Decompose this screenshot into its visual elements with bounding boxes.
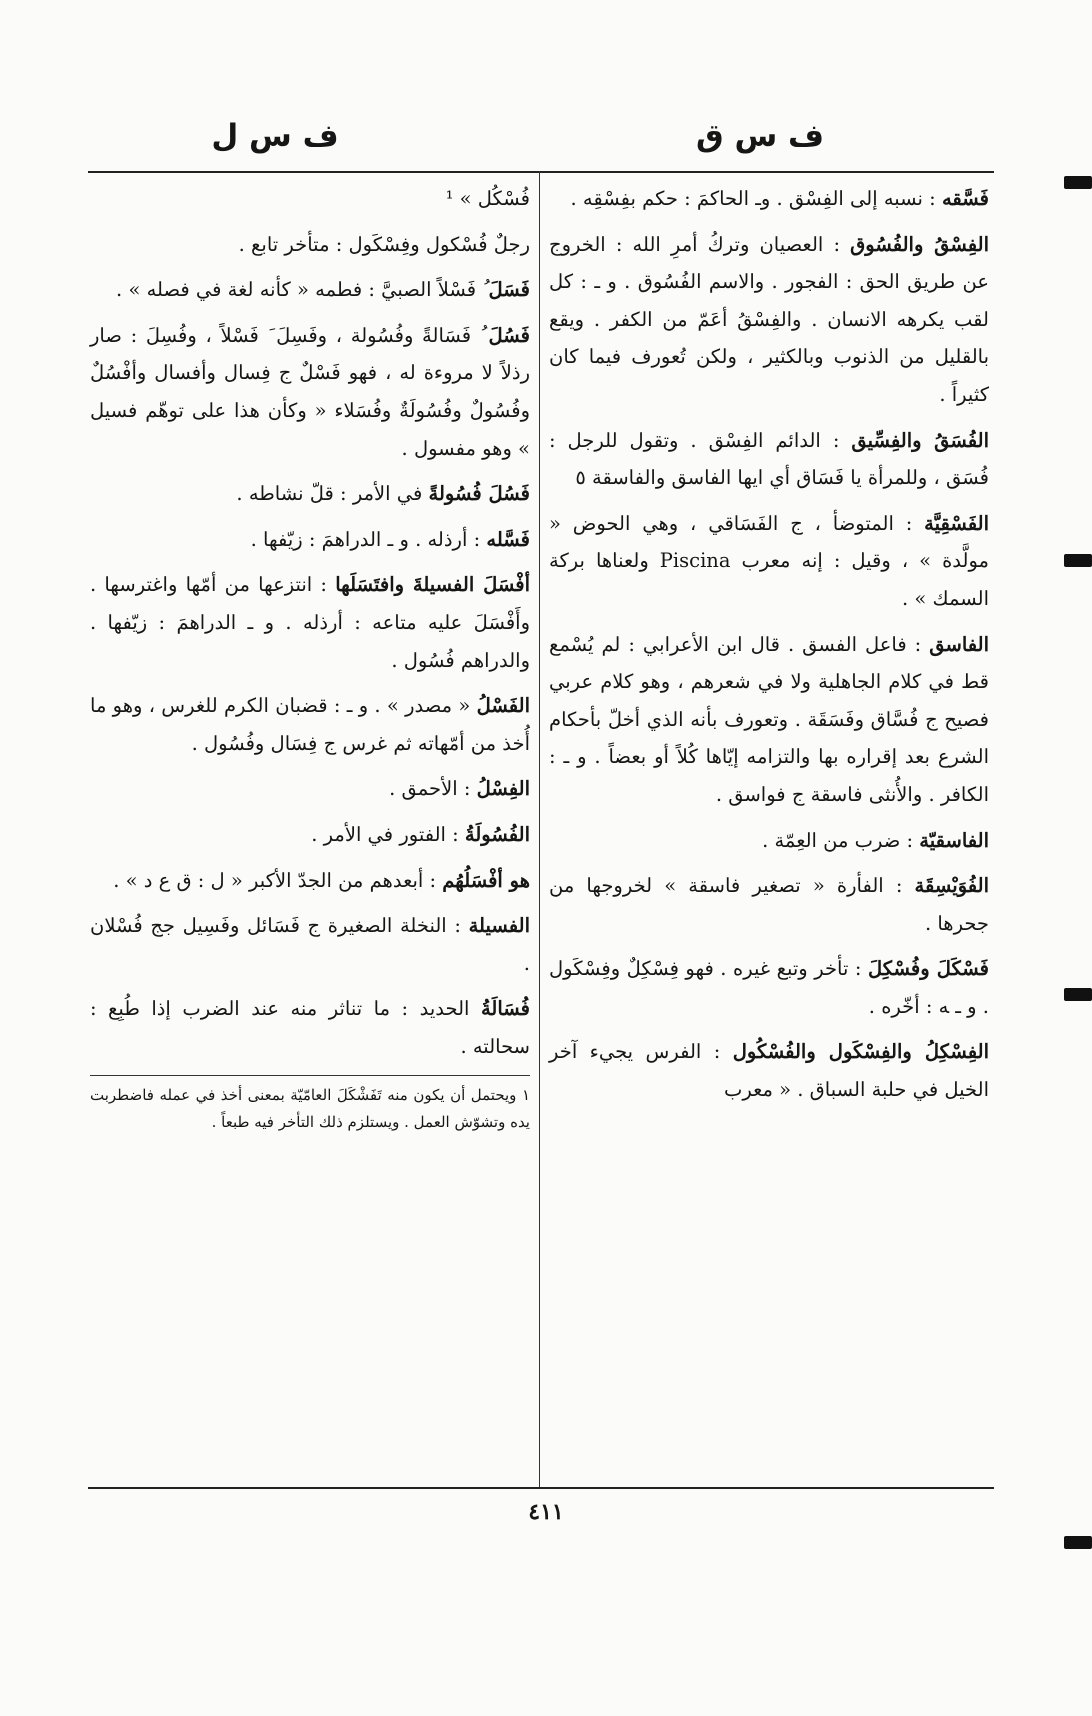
entry (90, 475, 530, 513)
headword: الفَسْقِيَّة (924, 511, 989, 535)
headword: فَسْكَلَ وفُسْكِلَ (867, 957, 989, 981)
headword: فَسَّقه (941, 187, 989, 210)
entry (90, 271, 530, 309)
scan-edge-mark (1064, 554, 1092, 567)
headword: الفِسْلُ (476, 777, 530, 801)
scan-edge-mark (1064, 176, 1092, 189)
entry (90, 317, 530, 467)
definition: : فاعل الفسق . قال ابن الأعرابي : لم يُسْمع قط في كلام الجاهلية ولا في شعرهم ، وهو كلام عربي فصيح ج فُسَّاق وفَسَقَة . وتعورف بأنه الذي أخلّ بأحكام الشرع بعد إقراره بها والتزامه إيّاها كُلاً أو بعضاً . و ‍ـ : الكافر . والأُنثى فاسقة ج فواسق . (549, 632, 989, 806)
definition: : تأخر وتبع غيره . فهو فِسْكِلٌ وفِسْكَول . و ‍ـ ‍ه : أخّره . (549, 957, 989, 1018)
headword: الفسيلة (468, 914, 530, 938)
definition: : أرذله . و ‍ـ الدراهمَ : زيّفها . (250, 527, 487, 551)
definition: : الأحمق . (389, 777, 477, 801)
headword: فَسُلَ (488, 323, 530, 347)
headword: الفِسْقُ والفُسُوق (850, 232, 989, 256)
column-divider (539, 171, 540, 1487)
left-column-root-header: ف س ل (211, 118, 339, 154)
entry (90, 180, 530, 218)
definition: : ضرب من العِمّة . (762, 828, 920, 852)
definition: ‍ُ فَسْلاً الصبيَّ : فطمه « كأنه لغة في فصله » . (116, 278, 489, 302)
headword: فَسَّله (486, 527, 530, 551)
headword: الفاسقيّة (919, 828, 989, 852)
right-column (549, 180, 989, 1117)
definition: : الفرس يجيء آخر الخيل في حلبة السباق . « معرب (549, 1040, 989, 1102)
headword: الفاسق (929, 632, 989, 656)
definition: : النخلة الصغيرة ج فَسَائل وفَسِيل جج فُسْلان . (90, 914, 530, 975)
entry (549, 180, 989, 218)
entry (90, 862, 530, 900)
definition: : نسبه إلى الفِسْق . و‍ـ الحاكمَ : حكم بفِسْقِه . (570, 187, 942, 210)
headword: الفُوَيْسِقَة (914, 874, 989, 898)
entry (90, 226, 530, 264)
headword: فُسَالَةُ (480, 997, 530, 1021)
scan-edge-mark (1064, 988, 1092, 1001)
left-column (90, 180, 530, 1136)
headword: الفِسْكِلُ والفِسْكَول والفُسْكُول (732, 1040, 989, 1064)
entry (549, 505, 989, 618)
entry (90, 770, 530, 808)
entry (549, 867, 989, 942)
definition: ‍ُ فَسَالةً وفُسُولة ، وفَسِلَ ‍َ فَسْلاً ، وفُسِلَ : صار رذلاً لا مروءة له ، فهو فَسْلٌ ج فِسال وأفسال وأفْسُلٌ وفُسُولٌ وفُسُولَةٌ وفُسَلاء « وكأن هذا على توهّم فسيل » وهو مفسول . (90, 323, 530, 460)
entry (549, 626, 989, 814)
page-number: ٤١١ (528, 1499, 564, 1525)
entry (90, 907, 530, 982)
entry (549, 950, 989, 1025)
scan-edge-mark (1064, 1536, 1092, 1549)
headword: الفَسْلُ (476, 694, 530, 718)
entry (90, 521, 530, 559)
top-rule (88, 171, 994, 173)
entry (549, 422, 989, 497)
headword: فَسُلَ فُسُولةً (428, 482, 530, 506)
headword: فَسَلَ (488, 278, 530, 302)
definition: في الأمر : قلّ نشاطه . (236, 482, 429, 506)
headword: هو أفْسَلُهُم (442, 868, 530, 892)
footnote-rule (90, 1075, 530, 1076)
headword: الفُسُولَةُ (464, 822, 530, 846)
headword: الفُسَقُ والفِسِّيق (851, 428, 989, 452)
definition: رجلٌ فُسْكول وفِسْكَول : متأخر تابع . (238, 232, 530, 256)
definition: : الفأرة « تصغير فاسقة » لخروجها من جحرها . (549, 874, 989, 935)
definition: : المتوضأ ، ج الفَسَاقي ، وهي الحوض « مولَّدة » ، وقيل : إنه معرب Piscina ولعناها بركة السمك » . (549, 511, 989, 610)
entry (90, 816, 530, 854)
definition: : انتزعها من أمّها واغترسها . وأَفْسَلَ عليه متاعه : أرذله . و ‍ـ الدراهمَ : زيّفها . والدراهم فُسُول . (90, 573, 530, 672)
headword: أفْسَلَ الفسيلةَ وافتَسَلَها (335, 573, 530, 597)
entry (90, 687, 530, 762)
definition: الحديد : ما تناثر منه عند الضرب إذا طُبِع : سحالته . (90, 997, 530, 1058)
right-column-root-header: ف س ق (695, 118, 825, 154)
definition: : الدائم الفِسْق . وتقول للرجل : فُسَق ، وللمرأة يا فَسَاق أي ايها الفاسق والفاسقة ٥ (549, 428, 989, 490)
definition: : الفتور في الأمر . (311, 822, 465, 846)
definition: : العصيان وتركُ أمرِ الله : الخروج عن طريق الحق : الفجور . والاسم الفُسُوق . و ‍ـ : كل لقب يكرهه الانسان . والفِسْقُ أعَمّ من الكفر . ويقع بالقليل من الذنوب وبالكثير ، ولكن تُعورف فيما كان كثيراً . (549, 232, 989, 406)
entry (549, 226, 989, 414)
definition: « مصدر » . و ‍ـ : قضبان الكرم للغرس ، وهو ما أُخذ من أمّهاته ثم غرس ج فِسَال وفُسُول . (90, 694, 530, 755)
entry (549, 1033, 989, 1108)
definition: فُسْكُل » ¹ (445, 187, 530, 210)
entry (90, 990, 530, 1065)
entry (90, 566, 530, 679)
entry (549, 822, 989, 860)
definition: : أبعدهم من الجدّ الأكبر « ل : ق ع د » . (113, 868, 443, 892)
footnote: ١ ويحتمل أن يكون منه تَفَشْكَلَ العامّيّة بمعنى أخذ في عمله فاضطربت يده وتشوّش العمل . ويستلزم ذلك التأخر فيه طبعاً . (90, 1086, 530, 1132)
bottom-rule (88, 1487, 994, 1489)
